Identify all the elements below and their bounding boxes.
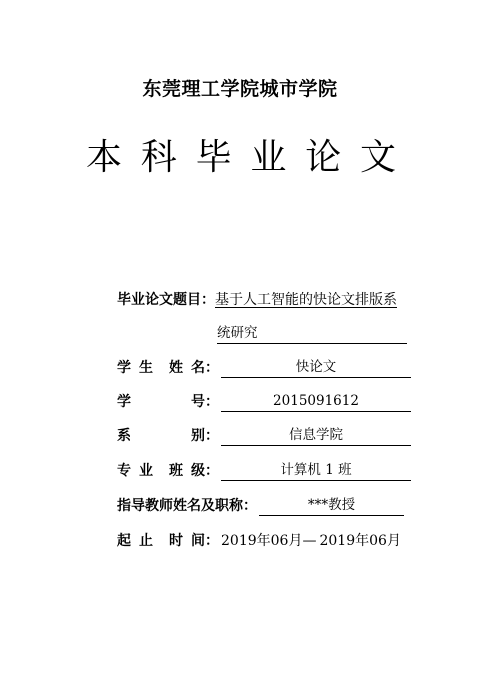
class-label <box>117 461 205 481</box>
heading-char: 业 <box>250 137 287 178</box>
start-month: 06 <box>270 533 289 549</box>
year-char: 年 <box>256 533 271 549</box>
thesis-title-row-2 <box>217 318 407 344</box>
label-char: 姓 <box>169 360 183 376</box>
advisor-value: ***教授 <box>259 495 404 516</box>
heading-char: 毕 <box>195 137 232 178</box>
thesis-title-line2 <box>217 323 407 344</box>
label-char: 级 <box>191 463 205 479</box>
colon: ： <box>205 463 219 479</box>
class-row <box>117 455 411 481</box>
class-value: 计算机 1 班 <box>221 460 411 481</box>
label-char: 学 <box>117 360 131 376</box>
label-char: 间 <box>191 533 205 549</box>
month-char: 月 <box>386 533 401 549</box>
label-char: 号 <box>191 394 205 410</box>
student-name-label <box>117 358 205 378</box>
thesis-title-label: 毕业论文题目： <box>117 292 215 308</box>
advisor-row <box>117 490 404 516</box>
year-char: 年 <box>355 533 370 549</box>
department-value: 信息学院 <box>221 425 411 446</box>
department-row <box>117 420 411 446</box>
label-char: 别 <box>191 428 205 444</box>
label-char: 班 <box>169 463 183 479</box>
colon: ： <box>205 428 219 444</box>
end-year: 2019 <box>319 533 356 549</box>
end-month: 06 <box>369 533 387 549</box>
heading-char: 论 <box>305 137 342 178</box>
student-id-value: 2015091612 <box>221 391 411 412</box>
label-char: 止 <box>139 533 153 549</box>
heading-char: 科 <box>140 137 177 178</box>
start-year: 2019 <box>221 533 257 549</box>
range-dash: — <box>302 533 317 549</box>
heading-char: 文 <box>359 137 396 178</box>
thesis-title-line1: 基于人工智能的快论文排版系 <box>215 292 397 308</box>
period-row <box>117 525 401 551</box>
label-char: 系 <box>117 428 131 444</box>
thesis-title-line2-text: 统研究 <box>217 325 258 341</box>
student-name-row <box>117 352 411 378</box>
department-label <box>117 426 205 446</box>
month-char: 月 <box>288 533 303 549</box>
colon: ： <box>205 360 219 376</box>
period-value <box>221 531 401 551</box>
period-label <box>117 531 205 551</box>
label-char: 专 <box>117 463 131 479</box>
heading-char: 本 <box>86 137 123 178</box>
label-char: 时 <box>169 533 183 549</box>
label-char: 业 <box>139 463 153 479</box>
label-char: 生 <box>139 360 153 376</box>
label-char: 起 <box>117 533 131 549</box>
student-id-row <box>117 386 411 412</box>
thesis-title-row <box>117 284 397 310</box>
colon: ： <box>205 533 219 549</box>
thesis-type-heading <box>86 134 396 182</box>
label-char: 学 <box>117 394 131 410</box>
label-char: 名 <box>191 360 205 376</box>
student-name-value: 快论文 <box>221 357 411 378</box>
university-name: 东莞理工学院城市学院 <box>142 78 338 100</box>
colon: ： <box>205 394 219 410</box>
advisor-label: 指导教师姓名及职称： <box>117 498 257 514</box>
student-id-label <box>117 392 205 412</box>
